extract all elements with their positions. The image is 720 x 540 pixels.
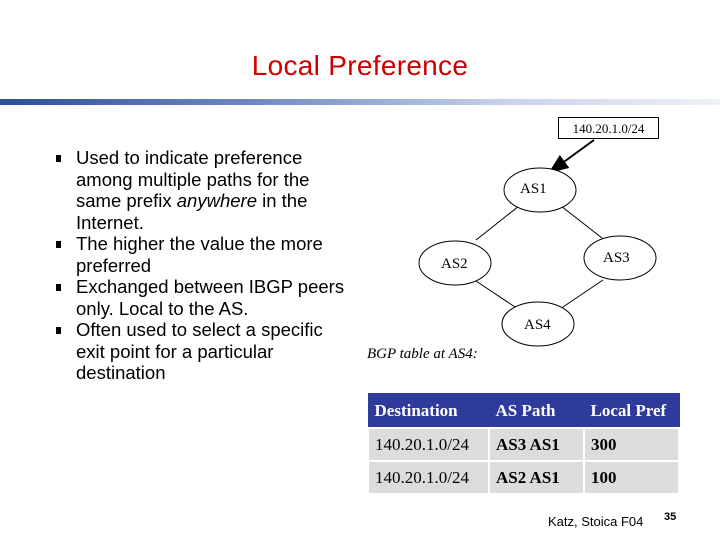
bullet-emphasis: anywhere: [176, 190, 257, 211]
prefix-arrow: [550, 140, 594, 172]
link-as2-as4: [476, 281, 518, 309]
column-header-local-pref: Local Pref: [584, 394, 679, 429]
link-as1-as2: [476, 206, 519, 240]
bullet-text: Exchanged between IBGP peers only. Local to the AS.: [76, 276, 345, 319]
table-row: [368, 461, 679, 494]
bullet-text-end: in the Internet.: [76, 190, 308, 233]
cell-local-pref: 300: [584, 428, 679, 461]
cell-as-path: AS3 AS1: [489, 428, 584, 461]
as3-label: AS3: [603, 250, 630, 266]
page-number: 35: [664, 511, 677, 523]
cell-as-path: AS2 AS1: [489, 461, 584, 494]
table-caption: BGP table at AS4:: [367, 346, 478, 362]
table-header-row: [368, 394, 679, 429]
column-header-as-path: AS Path: [489, 394, 584, 429]
cell-local-pref: 100: [584, 461, 679, 494]
cell-destination: 140.20.1.0/24: [368, 461, 489, 494]
cell-destination: 140.20.1.0/24: [368, 428, 489, 461]
link-as3-as4: [560, 280, 603, 309]
bullet-text: The higher the value the more preferred: [76, 233, 323, 276]
footer-credit: Katz, Stoica F04: [548, 514, 644, 529]
bullet-text: Used to indicate preference among multiple paths for the same prefix: [76, 147, 310, 211]
table-row: [368, 428, 679, 461]
column-header-destination: Destination: [368, 394, 489, 429]
as4-label: AS4: [524, 317, 551, 333]
as1-label: AS1: [520, 181, 547, 197]
as2-label: AS2: [441, 256, 468, 272]
bullet-text: Often used to select a specific exit point for a particular destination: [76, 319, 323, 383]
bgp-table: [367, 393, 680, 495]
prefix-box: 140.20.1.0/24: [558, 117, 659, 139]
link-as1-as3: [561, 206, 602, 238]
slide-title: Local Preference: [251, 50, 469, 81]
